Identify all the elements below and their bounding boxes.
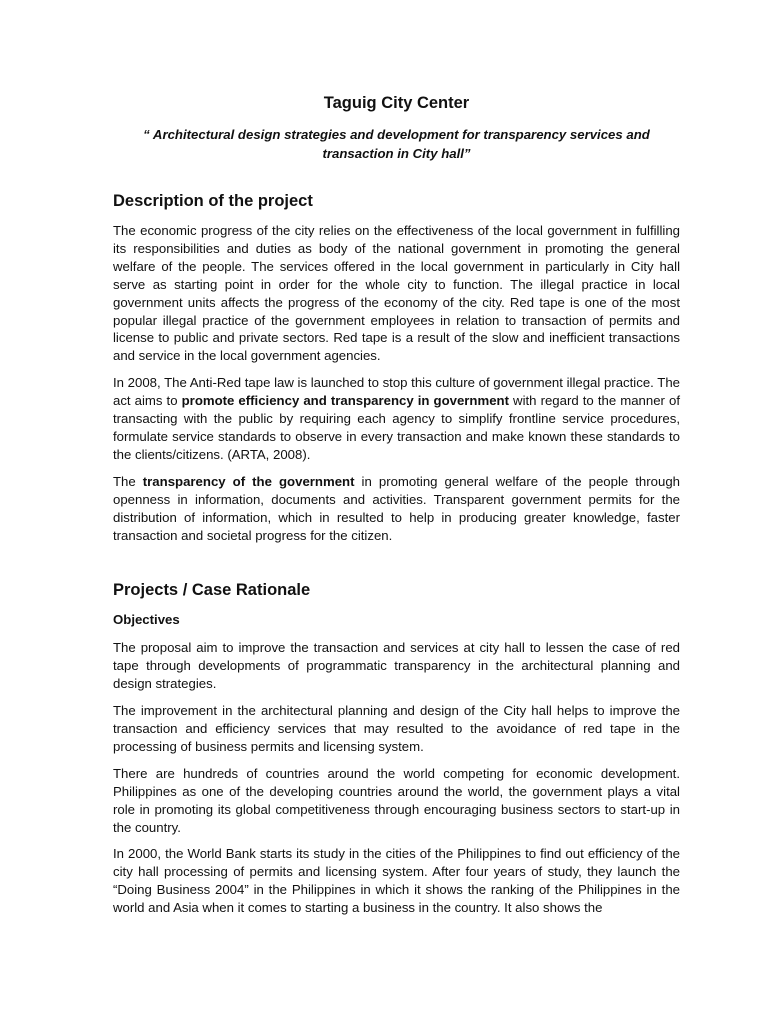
paragraph-description-2 bbox=[113, 374, 680, 464]
sub-heading-objectives: Objectives bbox=[113, 612, 180, 628]
paragraph-text: The bbox=[113, 473, 143, 489]
document-title: Taguig City Center bbox=[323, 94, 470, 112]
paragraph-text: In 2008, The Anti-Red tape law is launched to stop this culture of government illegal practice. The act aims to bbox=[113, 375, 680, 409]
paragraph-text: with regard to the manner of transacting with the public by requiring each agency to simplify frontline service procedures, formulate service standards to observe in every transaction and make known these standards to the clients/citizens. (ARTA, 2008). bbox=[113, 393, 680, 462]
bold-phrase-efficiency: promote efficiency and transparency in government bbox=[181, 393, 509, 409]
paragraph-objectives-3: There are hundreds of countries around the world competing for economic development. Philippines as one of the developing countries around the world, the government plays a vital role in promoting its global competitiveness through encouraging business sectors to start-up in the country. bbox=[113, 765, 680, 835]
paragraph-description-1: The economic progress of the city relies on the effectiveness of the local government in fulfilling its responsibilities and duties as body of the national government in promoting the general welfare of the people. The services offered in the local government in particularly in City hall serve as starting point in order for the whole city to function. The illegal practice in local government units affects the progress of the economy of the city. Red tape is one of the most popular illegal practice of the government employees in relation to transaction of permits and license to public and private sectors. Red tape is a result of the slow and inefficient transactions and service in the local government agencies. bbox=[113, 223, 680, 364]
bold-phrase-transparency: transparency of the government bbox=[142, 473, 355, 489]
document-subtitle: “ Architectural design strategies and development for transparency services and transaction in City hall” bbox=[143, 127, 650, 161]
paragraph-objectives-1: The proposal aim to improve the transaction and services at city hall to lessen the case of red tape through developments of programmatic transparency in the architectural planning and design strategies. bbox=[113, 640, 680, 692]
section-heading-description: Description of the project bbox=[113, 192, 313, 210]
paragraph-objectives-4: In 2000, the World Bank starts its study in the cities of the Philippines to find out efficiency of the city hall processing of permits and licensing system. After four years of study, they launch the “Doing Business 2004” in the Philippines in which it shows the ranking of the Philippines in the world and Asia when it comes to starting a business in the country. It also shows the bbox=[113, 846, 680, 916]
paragraph-text: in promoting general welfare of the people through openness in information, documents and activities. Transparent government permits for the distribution of information, which in resulted to help in producing greater knowledge, faster transaction and societal progress for the citizen. bbox=[113, 473, 680, 543]
paragraph-description-3 bbox=[113, 473, 680, 545]
section-spacer bbox=[113, 553, 680, 579]
section-heading-rationale: Projects / Case Rationale bbox=[113, 581, 311, 600]
paragraph-objectives-2: The improvement in the architectural planning and design of the City hall helps to improve the transaction and efficiency services that may resulted to the avoidance of red tape in the processing of business permits and licensing system. bbox=[113, 703, 680, 754]
